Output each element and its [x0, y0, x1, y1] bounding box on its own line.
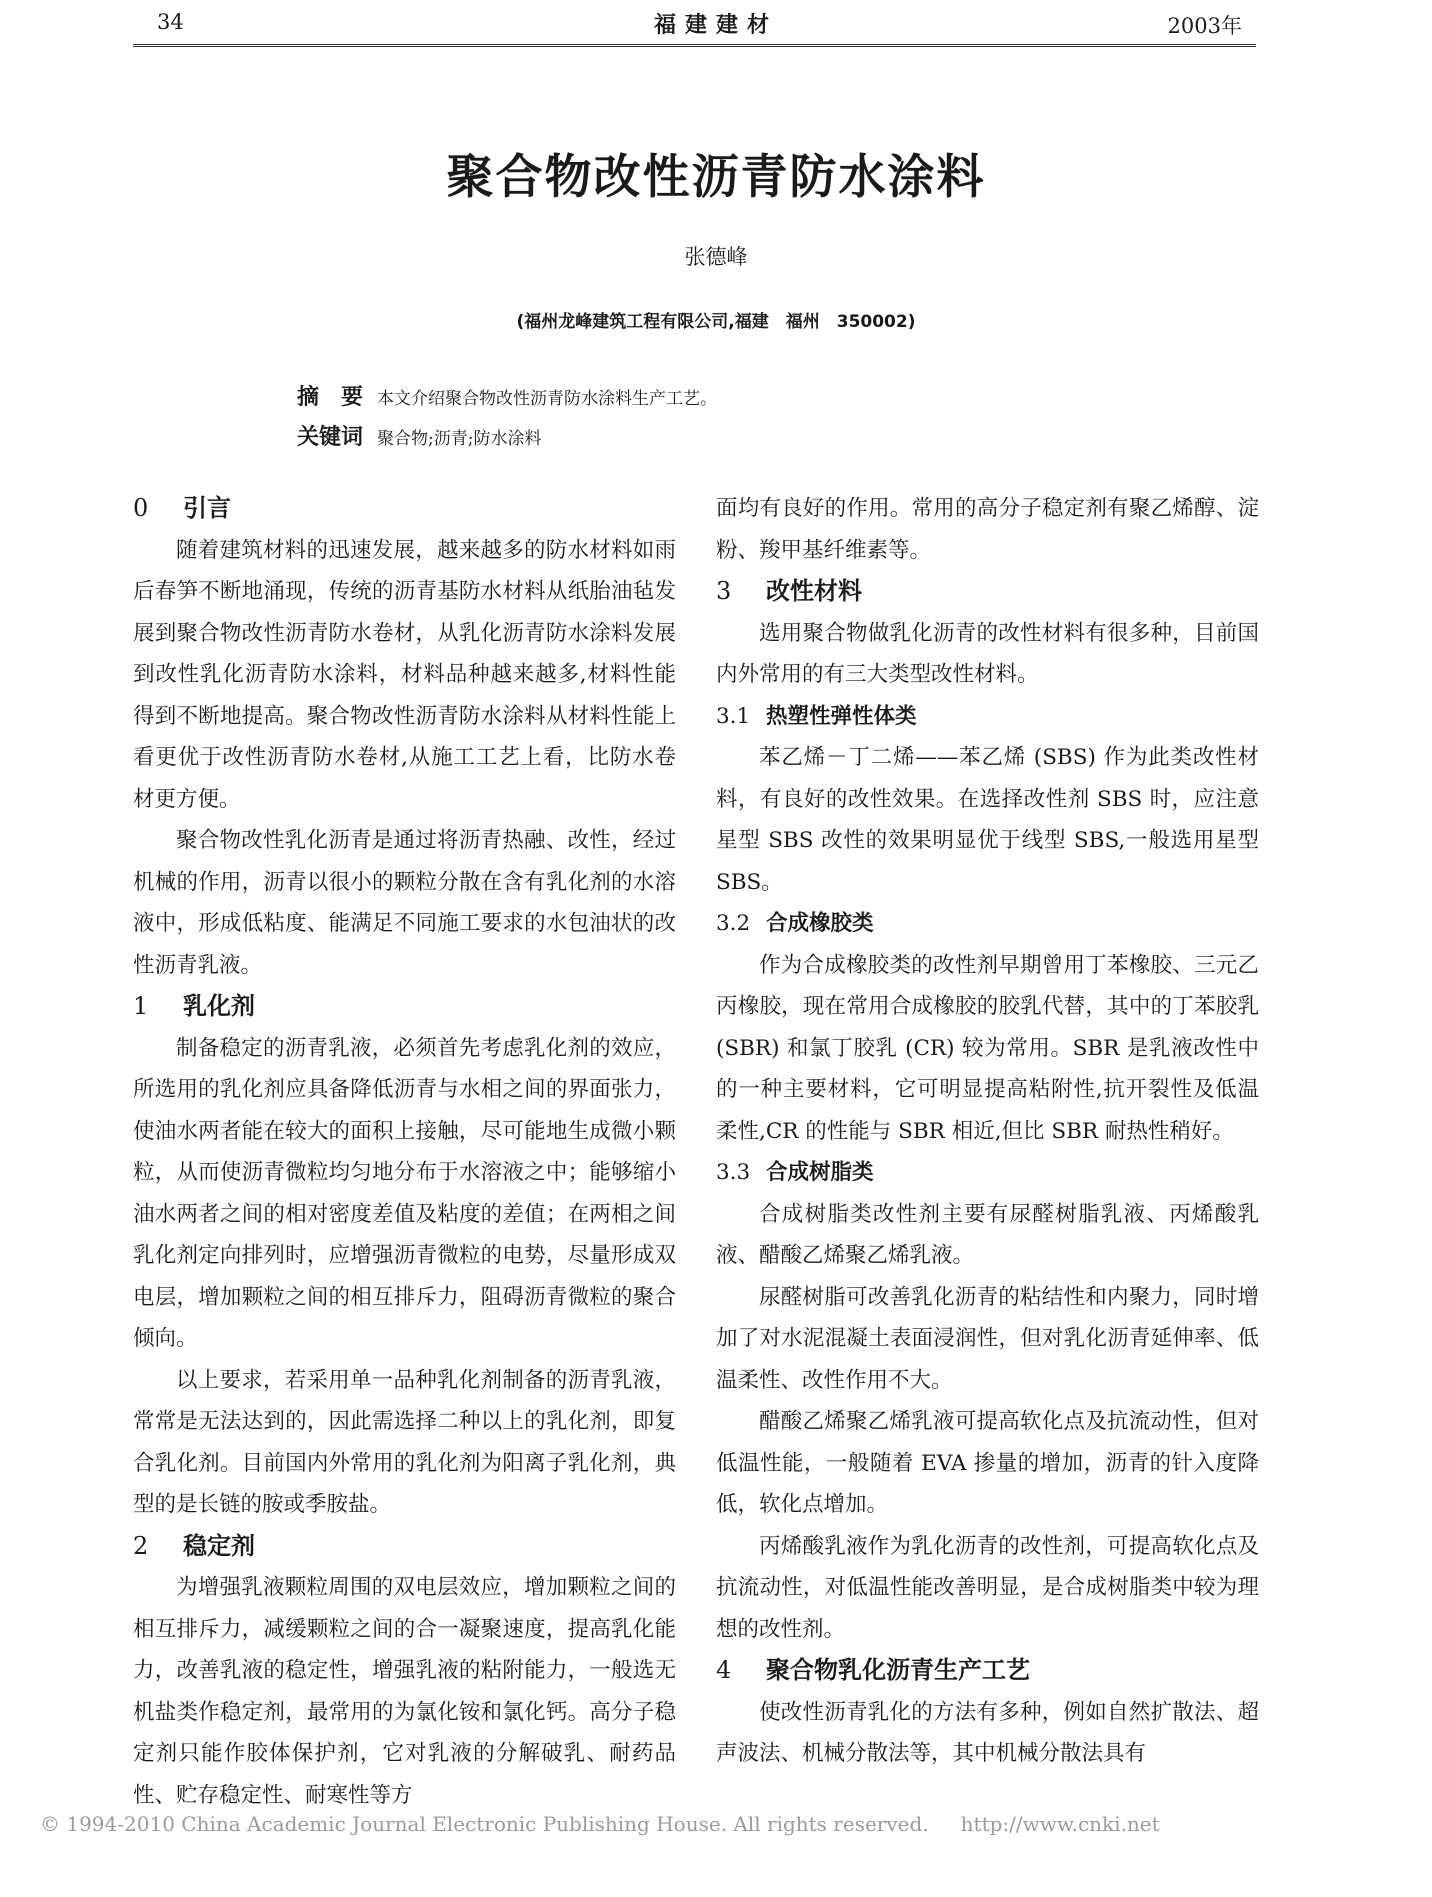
subsection-number: 3.2 — [716, 911, 751, 936]
copyright-notice: © 1994-2010 China Academic Journal Electronic Publishing House. All rights reserved. — [40, 1812, 929, 1836]
footer-url[interactable]: http://www.cnki.net — [960, 1812, 1160, 1836]
subsection-title: 合成树脂类 — [766, 1160, 874, 1185]
header-rule — [133, 44, 1256, 47]
section-title: 聚合物乳化沥青生产工艺 — [766, 1656, 1030, 1684]
subsection-title: 合成橡胶类 — [766, 911, 874, 936]
subsection-title: 热塑性弹性体类 — [766, 703, 917, 729]
abstract-text: 本文介绍聚合物改性沥青防水涂料生产工艺。 — [377, 389, 718, 409]
paragraph: 丙烯酸乳液作为乳化沥青的改性剂，可提高软化点及抗流动性，对低温性能改善明显，是合成树脂类中较为理想的改性剂。 — [716, 1533, 1259, 1642]
left-column — [133, 488, 676, 1816]
subsection-number: 3.1 — [716, 703, 751, 729]
paragraph: 苯乙烯－丁二烯——苯乙烯 (SBS) 作为此类改性材料，有良好的改性效果。在选择改性剂 SBS 时，应注意星型 SBS 改性的效果明显优于线型 SBS,一般选用星型 SBS。 — [716, 745, 1259, 895]
paragraph: 醋酸乙烯聚乙烯乳液可提高软化点及抗流动性，但对低温性能，一般随着 EVA 掺量的增加，沥青的针入度降低，软化点增加。 — [716, 1409, 1259, 1517]
section-heading — [133, 986, 676, 1028]
section-title: 乳化剂 — [183, 992, 255, 1020]
keywords — [297, 420, 541, 451]
page-number: 34 — [157, 10, 184, 34]
section-number: 0 — [133, 494, 149, 522]
subsection-heading — [716, 903, 1259, 945]
affiliation: (福州龙峰建筑工程有限公司,福建 福州 350002) — [516, 312, 916, 332]
paragraph: 以上要求，若采用单一品种乳化剂制备的沥青乳液，常常是无法达到的，因此需选择二种以上的乳化剂，即复合乳化剂。目前国内外常用的乳化剂为阳离子乳化剂，典型的是长链的胺或季胺盐。 — [133, 1367, 676, 1517]
paragraph: 选用聚合物做乳化沥青的改性材料有很多种，目前国内外常用的有三大类型改性材料。 — [716, 620, 1259, 687]
author: 张德峰 — [684, 245, 748, 269]
subsection-heading — [716, 696, 1259, 738]
section-heading — [716, 1650, 1259, 1692]
paragraph: 尿醛树脂可改善乳化沥青的粘结性和内聚力，同时增加了对水泥混凝土表面浸润性，但对乳化沥青延伸率、低温柔性、改性作用不大。 — [716, 1284, 1259, 1393]
paragraph: 合成树脂类改性剂主要有尿醛树脂乳液、丙烯酸乳液、醋酸乙烯聚乙烯乳液。 — [716, 1201, 1259, 1268]
paragraph: 使改性沥青乳化的方法有多种，例如自然扩散法、超声波法、机械分散法等，其中机械分散法具有 — [716, 1699, 1259, 1766]
subsection-number: 3.3 — [716, 1160, 751, 1185]
issue-year: 2003年 — [1167, 14, 1242, 38]
section-number: 2 — [133, 1531, 149, 1560]
abstract-label: 摘 要 — [297, 385, 364, 410]
paragraph: 聚合物改性乳化沥青是通过将沥青热融、改性，经过机械的作用，沥青以很小的颗粒分散在含有乳化剂的水溶液中，形成低粘度、能满足不同施工要求的水包油状的改性沥青乳液。 — [133, 828, 676, 978]
paragraph: 制备稳定的沥青乳液，必须首先考虑乳化剂的效应，所选用的乳化剂应具备降低沥青与水相之间的界面张力，使油水两者能在较大的面积上接触，尽可能地生成微小颗粒，从而使沥青微粒均匀地分布于水溶液之中；能够缩小油水两者之间的相对密度差值及粘度的差值；在两相之间乳化剂定向排列时，应增强沥青微粒的电势，尽量形成双电层，增加颗粒之间的相互排斥力，阻碍沥青微粒的聚合倾向。 — [133, 1035, 676, 1351]
paragraph: 作为合成橡胶类的改性剂早期曾用丁苯橡胶、三元乙丙橡胶，现在常用合成橡胶的胶乳代替，其中的丁苯胶乳 (SBR) 和氯丁胶乳 (CR) 较为常用。SBR 是乳液改性中的一种主要材料，它可明显提高粘附性,抗开裂性及低温柔性,CR 的性能与 SBR 相近,但比 SBR 耐热性稍好。 — [716, 952, 1259, 1144]
paragraph: 为增强乳液颗粒周围的双电层效应，增加颗粒之间的相互排斥力，减缓颗粒之间的合一凝聚速度，提高乳化能力，改善乳液的稳定性，增强乳液的粘附能力，一般选无机盐类作稳定剂，最常用的为氯化铵和氯化钙。高分子稳定剂只能作胶体保护剂，它对乳液的分解破乳、耐药品性、贮存稳定性、耐寒性等方 — [133, 1575, 676, 1808]
section-heading — [133, 1526, 676, 1568]
section-number: 1 — [133, 992, 149, 1020]
paragraph: 随着建筑材料的迅速发展，越来越多的防水材料如雨后春笋不断地涌现，传统的沥青基防水材料从纸胎油毡发展到聚合物改性沥青防水卷材，从乳化沥青防水涂料发展到改性乳化沥青防水涂料，材料品种越来越多,材料性能得到不断地提高。聚合物改性沥青防水涂料从材料性能上看更优于改性沥青防水卷材,从施工工艺上看，比防水卷材更方便。 — [133, 537, 676, 812]
right-column — [716, 488, 1259, 1775]
section-title: 改性材料 — [766, 577, 862, 605]
section-heading — [133, 488, 676, 530]
section-title: 引言 — [183, 494, 231, 522]
paragraph: 面均有良好的作用。常用的高分子稳定剂有聚乙烯醇、淀粉、羧甲基纤维素等。 — [716, 496, 1259, 563]
keywords-label: 关键词 — [297, 425, 364, 450]
section-heading — [716, 571, 1259, 613]
keywords-text: 聚合物;沥青;防水涂料 — [377, 429, 542, 449]
section-number: 4 — [716, 1656, 732, 1684]
abstract — [297, 380, 717, 411]
subsection-heading — [716, 1152, 1259, 1194]
footer — [40, 1812, 1160, 1836]
section-title: 稳定剂 — [183, 1531, 255, 1560]
paper-title: 聚合物改性沥青防水涂料 — [446, 150, 986, 205]
section-number: 3 — [716, 577, 732, 605]
journal-name: 福建建材 — [653, 13, 778, 38]
